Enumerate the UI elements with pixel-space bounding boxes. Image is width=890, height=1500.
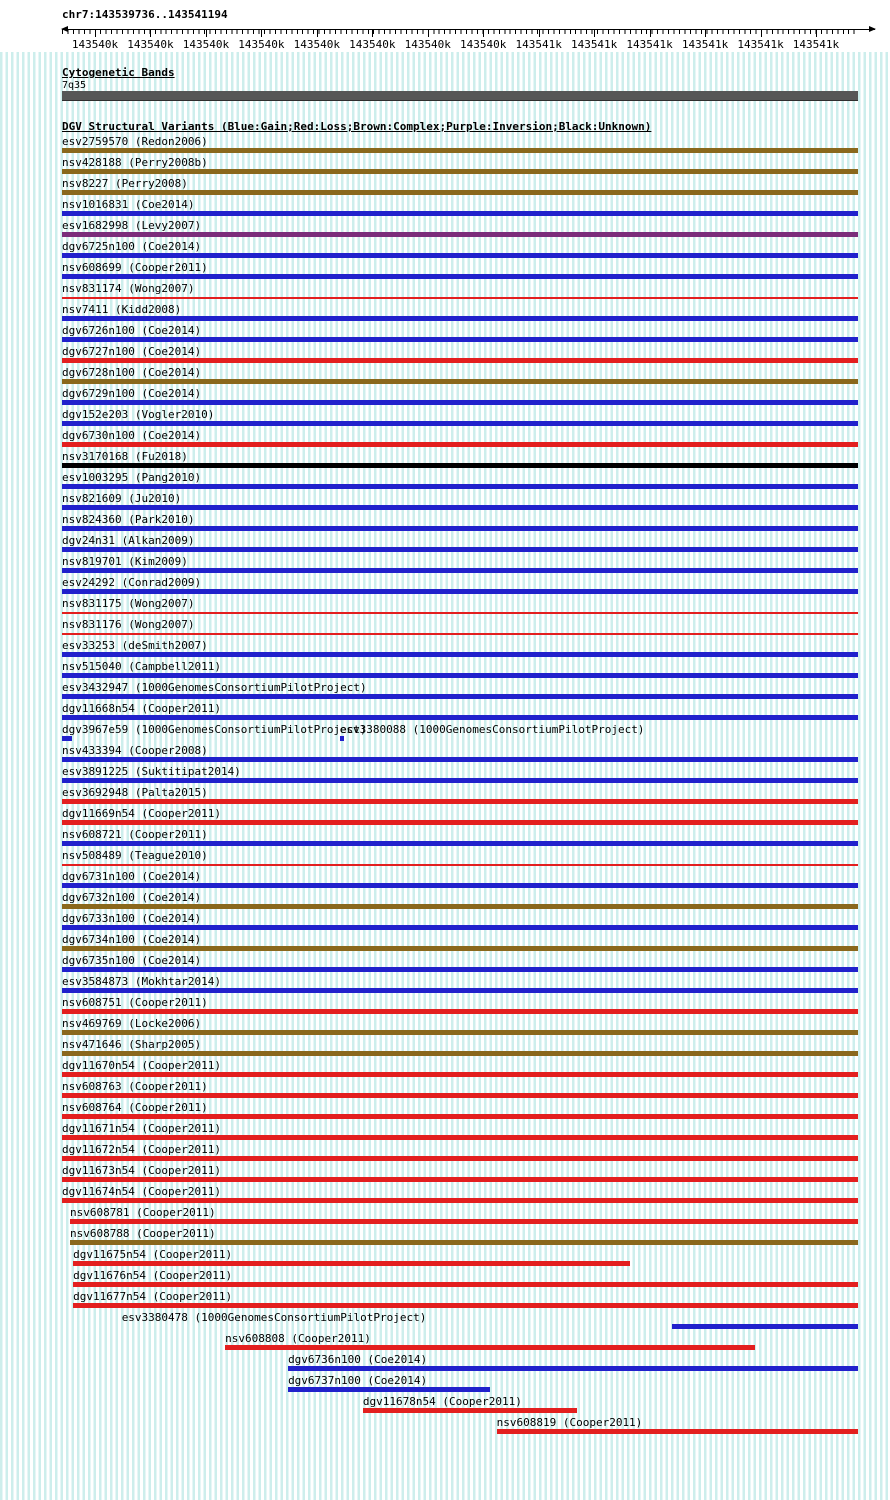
variant-label: esv2759570 (Redon2006) bbox=[62, 135, 208, 148]
variant-label: dgv152e203 (Vogler2010) bbox=[62, 408, 215, 421]
variant-label: esv3891225 (Suktitipat2014) bbox=[62, 765, 241, 778]
variant-bar-loss[interactable] bbox=[62, 442, 858, 447]
variant-bar-loss[interactable] bbox=[73, 1303, 858, 1308]
tick-label: 143541k bbox=[515, 38, 562, 51]
variant-bar-loss[interactable] bbox=[62, 820, 858, 825]
variant-row bbox=[62, 1249, 858, 1270]
variant-row bbox=[62, 1228, 858, 1249]
variant-label: dgv6736n100 (Coe2014) bbox=[288, 1353, 428, 1366]
variant-label: nsv1016831 (Coe2014) bbox=[62, 198, 195, 211]
variant-row bbox=[62, 1270, 858, 1291]
tick-label: 143541k bbox=[681, 38, 729, 51]
variant-bar-complex[interactable] bbox=[62, 148, 858, 153]
variant-bar-loss[interactable] bbox=[62, 1198, 858, 1203]
variant-row bbox=[62, 640, 858, 661]
tick-label: 143540k bbox=[404, 38, 451, 51]
variant-row bbox=[62, 1312, 858, 1333]
variant-label: nsv824360 (Park2010) bbox=[62, 513, 195, 526]
variant-bar-gain[interactable] bbox=[62, 589, 858, 594]
variant-bar-complex[interactable] bbox=[62, 904, 858, 909]
variant-label: nsv3170168 (Fu2018) bbox=[62, 450, 188, 463]
variant-bar-gain[interactable] bbox=[62, 526, 858, 531]
variant-label: dgv11673n54 (Cooper2011) bbox=[62, 1164, 221, 1177]
variant-label: nsv819701 (Kim2009) bbox=[62, 555, 188, 568]
variant-bar-inversion[interactable] bbox=[62, 232, 858, 237]
variant-row bbox=[62, 787, 858, 808]
major-tick bbox=[150, 30, 151, 37]
variant-label: nsv831174 (Wong2007) bbox=[62, 282, 195, 295]
tick-label: 143540k bbox=[71, 38, 119, 51]
variant-row bbox=[62, 934, 858, 955]
variant-row bbox=[62, 178, 858, 199]
variant-bar-gain[interactable] bbox=[62, 337, 858, 342]
variant-row bbox=[62, 241, 858, 262]
variant-label: nsv831176 (Wong2007) bbox=[62, 618, 195, 631]
variant-bar-gain[interactable] bbox=[62, 421, 858, 426]
major-tick bbox=[483, 30, 484, 37]
variant-bar-loss[interactable] bbox=[62, 1114, 858, 1119]
variant-row bbox=[62, 262, 858, 283]
variant-row bbox=[62, 220, 858, 241]
dgv-variant-rows bbox=[62, 136, 858, 1438]
variant-row bbox=[62, 1039, 858, 1060]
variant-row bbox=[62, 1060, 858, 1081]
minor-ticks bbox=[62, 30, 858, 34]
major-tick bbox=[317, 30, 318, 37]
variant-row bbox=[62, 1207, 858, 1228]
variant-label: esv3692948 (Palta2015) bbox=[62, 786, 208, 799]
variant-row bbox=[62, 157, 858, 178]
variant-bar-loss[interactable] bbox=[62, 358, 858, 363]
variant-label: dgv6730n100 (Coe2014) bbox=[62, 429, 202, 442]
variant-bar-loss[interactable] bbox=[62, 1135, 858, 1140]
variant-bar-gain[interactable] bbox=[62, 568, 858, 573]
variant-bar-gain[interactable] bbox=[288, 1387, 490, 1392]
variant-label: esv1003295 (Pang2010) bbox=[62, 471, 202, 484]
variant-label: dgv11672n54 (Cooper2011) bbox=[62, 1143, 221, 1156]
variant-label: dgv6727n100 (Coe2014) bbox=[62, 345, 202, 358]
variant-label: dgv6725n100 (Coe2014) bbox=[62, 240, 202, 253]
variant-bar-loss[interactable] bbox=[62, 1072, 858, 1077]
variant-bar-gain[interactable] bbox=[62, 400, 858, 405]
tick-label: 143540k bbox=[460, 38, 507, 51]
variant-bar-loss[interactable] bbox=[497, 1429, 858, 1434]
variant-bar-gain[interactable] bbox=[672, 1324, 858, 1329]
variant-bar-gain[interactable] bbox=[62, 547, 858, 552]
variant-label: nsv831175 (Wong2007) bbox=[62, 597, 195, 610]
variant-row bbox=[62, 388, 858, 409]
variant-row bbox=[62, 598, 858, 619]
variant-row bbox=[62, 913, 858, 934]
variant-label: esv33253 (deSmith2007) bbox=[62, 639, 208, 652]
variant-row bbox=[62, 325, 858, 346]
variant-label: dgv11677n54 (Cooper2011) bbox=[73, 1290, 233, 1303]
variant-label: nsv608764 (Cooper2011) bbox=[62, 1101, 208, 1114]
variant-bar-loss[interactable] bbox=[62, 1156, 858, 1161]
variant-label: dgv24n31 (Alkan2009) bbox=[62, 534, 195, 547]
variant-label: nsv608721 (Cooper2011) bbox=[62, 828, 208, 841]
variant-row bbox=[62, 1144, 858, 1165]
variant-label: nsv608819 (Cooper2011) bbox=[496, 1416, 643, 1429]
variant-label: dgv6726n100 (Coe2014) bbox=[62, 324, 202, 337]
variant-bar-loss[interactable] bbox=[62, 864, 858, 866]
variant-bar-loss[interactable] bbox=[62, 1177, 858, 1182]
variant-bar-complex[interactable] bbox=[62, 946, 858, 951]
variant-label: dgv6737n100 (Coe2014) bbox=[288, 1374, 428, 1387]
tick-label: 143540k bbox=[349, 38, 396, 51]
variant-row bbox=[62, 976, 858, 997]
variant-row bbox=[62, 1102, 858, 1123]
ruler bbox=[62, 29, 875, 53]
variant-bar-gain[interactable] bbox=[62, 484, 858, 489]
variant-label: nsv608808 (Cooper2011) bbox=[225, 1332, 371, 1345]
variant-row bbox=[62, 1375, 858, 1396]
variant-row bbox=[62, 577, 858, 598]
variant-bar-loss[interactable] bbox=[62, 799, 858, 804]
tick-label: 143540k bbox=[238, 38, 285, 51]
major-tick bbox=[539, 30, 540, 37]
variant-row bbox=[62, 829, 858, 850]
variant-row bbox=[62, 808, 858, 829]
variant-row bbox=[62, 1333, 858, 1354]
variant-row bbox=[62, 766, 858, 787]
variant-label: nsv8227 (Perry2008) bbox=[62, 177, 188, 190]
variant-bar-gain[interactable] bbox=[62, 652, 858, 657]
variant-label: dgv6733n100 (Coe2014) bbox=[62, 912, 202, 925]
variant-label: nsv471646 (Sharp2005) bbox=[62, 1038, 202, 1051]
variant-row bbox=[62, 871, 858, 892]
variant-label: dgv11671n54 (Cooper2011) bbox=[62, 1122, 221, 1135]
variant-row bbox=[62, 493, 858, 514]
variant-row bbox=[62, 472, 858, 493]
variant-row bbox=[62, 682, 858, 703]
major-tick bbox=[594, 30, 595, 37]
variant-row bbox=[62, 1291, 858, 1312]
variant-label: nsv469769 (Locke2006) bbox=[62, 1017, 202, 1030]
variant-row bbox=[62, 514, 858, 535]
variant-row bbox=[62, 283, 858, 304]
tick-label: 143540k bbox=[127, 38, 174, 51]
variant-bar-loss[interactable] bbox=[62, 612, 858, 614]
variant-bar-gain[interactable] bbox=[62, 694, 858, 699]
variant-label: nsv515040 (Campbell2011) bbox=[62, 660, 221, 673]
variant-row bbox=[62, 535, 858, 556]
ruler-left-arrow-icon bbox=[61, 26, 68, 32]
variant-label: nsv821609 (Ju2010) bbox=[62, 492, 182, 505]
region-label: chr7:143539736..143541194 bbox=[62, 8, 228, 21]
variant-label: nsv608751 (Cooper2011) bbox=[62, 996, 208, 1009]
variant-row bbox=[62, 1123, 858, 1144]
variant-bar-complex[interactable] bbox=[62, 1030, 858, 1035]
dgv-track-title[interactable]: DGV Structural Variants (Blue:Gain;Red:Loss;Brown:Complex;Purple:Inversion;Black:Unknown) bbox=[62, 120, 652, 133]
variant-bar-loss[interactable] bbox=[70, 1219, 858, 1224]
variant-label: esv24292 (Conrad2009) bbox=[62, 576, 202, 589]
variant-label: dgv11675n54 (Cooper2011) bbox=[73, 1248, 233, 1261]
cytoband-bar[interactable] bbox=[62, 91, 858, 101]
major-tick bbox=[816, 30, 817, 37]
variant-label: esv1682998 (Levy2007) bbox=[62, 219, 202, 232]
variant-label: nsv608699 (Cooper2011) bbox=[62, 261, 208, 274]
variant-label: nsv428188 (Perry2008b) bbox=[62, 156, 208, 169]
variant-bar-gain[interactable] bbox=[62, 211, 858, 216]
variant-row bbox=[62, 451, 858, 472]
variant-row bbox=[62, 1081, 858, 1102]
variant-bar-gain[interactable] bbox=[62, 757, 858, 762]
major-tick bbox=[761, 30, 762, 37]
variant-label: nsv608788 (Cooper2011) bbox=[69, 1227, 216, 1240]
variant-bar-gain[interactable] bbox=[62, 988, 858, 993]
variant-row bbox=[62, 556, 858, 577]
major-tick bbox=[261, 30, 262, 37]
variant-label: dgv6734n100 (Coe2014) bbox=[62, 933, 202, 946]
variant-row bbox=[62, 1186, 858, 1207]
variant-row bbox=[62, 997, 858, 1018]
variant-bar-complex[interactable] bbox=[70, 1240, 858, 1245]
variant-row bbox=[62, 1354, 858, 1375]
variant-row bbox=[62, 892, 858, 913]
variant-bar-gain[interactable] bbox=[62, 967, 858, 972]
major-tick bbox=[372, 30, 373, 37]
variant-bar-gain[interactable] bbox=[62, 841, 858, 846]
variant-label: esv3380088 (1000GenomesConsortiumPilotProject) bbox=[339, 723, 645, 736]
variant-bar-loss[interactable] bbox=[73, 1282, 858, 1287]
variant-bar-complex[interactable] bbox=[62, 169, 858, 174]
variant-bar-loss[interactable] bbox=[225, 1345, 755, 1350]
cytoband-track-title[interactable]: Cytogenetic Bands bbox=[62, 66, 175, 79]
variant-row bbox=[62, 850, 858, 871]
major-tick bbox=[705, 30, 706, 37]
variant-row bbox=[62, 619, 858, 640]
tick-label: 143541k bbox=[626, 38, 673, 51]
variant-bar-loss[interactable] bbox=[73, 1261, 630, 1266]
tick-label: 143541k bbox=[570, 38, 618, 51]
variant-row bbox=[62, 703, 858, 724]
tick-label: 143541k bbox=[737, 38, 784, 51]
variant-row bbox=[62, 430, 858, 451]
variant-label: dgv6731n100 (Coe2014) bbox=[62, 870, 202, 883]
cytoband-name: 7q35 bbox=[62, 80, 87, 91]
variant-label: nsv7411 (Kidd2008) bbox=[62, 303, 182, 316]
variant-label: esv3584873 (Mokhtar2014) bbox=[62, 975, 221, 988]
variant-row bbox=[62, 367, 858, 388]
variant-label: dgv3967e59 (1000GenomesConsortiumPilotProject) bbox=[62, 723, 367, 736]
variant-row bbox=[62, 199, 858, 220]
variant-bar-complex[interactable] bbox=[62, 379, 858, 384]
variant-label: dgv6735n100 (Coe2014) bbox=[62, 954, 202, 967]
variant-bar-loss[interactable] bbox=[363, 1408, 577, 1413]
variant-label: nsv608781 (Cooper2011) bbox=[69, 1206, 216, 1219]
tick-label: 143540k bbox=[293, 38, 341, 51]
variant-row bbox=[62, 1018, 858, 1039]
variant-bar-complex[interactable] bbox=[62, 190, 858, 195]
variant-label: dgv6732n100 (Coe2014) bbox=[62, 891, 202, 904]
variant-label: nsv433394 (Cooper2008) bbox=[62, 744, 208, 757]
variant-bar-gain[interactable] bbox=[340, 736, 344, 741]
variant-label: dgv11669n54 (Cooper2011) bbox=[62, 807, 221, 820]
variant-bar-gain[interactable] bbox=[62, 715, 858, 720]
variant-label: dgv11674n54 (Cooper2011) bbox=[62, 1185, 221, 1198]
variant-bar-loss[interactable] bbox=[62, 1009, 858, 1014]
variant-bar-gain[interactable] bbox=[62, 778, 858, 783]
variant-row bbox=[62, 136, 858, 157]
variant-label: nsv608763 (Cooper2011) bbox=[62, 1080, 208, 1093]
variant-label: nsv508489 (Teague2010) bbox=[62, 849, 208, 862]
variant-label: dgv11670n54 (Cooper2011) bbox=[62, 1059, 221, 1072]
major-tick bbox=[428, 30, 429, 37]
variant-bar-gain[interactable] bbox=[62, 274, 858, 279]
variant-row bbox=[62, 955, 858, 976]
variant-label: dgv6728n100 (Coe2014) bbox=[62, 366, 202, 379]
variant-row bbox=[62, 745, 858, 766]
variant-label: esv3432947 (1000GenomesConsortiumPilotProject) bbox=[62, 681, 367, 694]
variant-bar-loss[interactable] bbox=[62, 1093, 858, 1098]
ruler-right-arrow-icon bbox=[869, 26, 876, 32]
variant-bar-gain[interactable] bbox=[288, 1366, 858, 1371]
variant-label: dgv6729n100 (Coe2014) bbox=[62, 387, 202, 400]
variant-label: dgv11668n54 (Cooper2011) bbox=[62, 702, 221, 715]
variant-bar-gain[interactable] bbox=[62, 316, 858, 321]
variant-label: dgv11678n54 (Cooper2011) bbox=[362, 1395, 522, 1408]
variant-label: dgv11676n54 (Cooper2011) bbox=[73, 1269, 233, 1282]
major-tick bbox=[206, 30, 207, 37]
variant-row bbox=[62, 1396, 858, 1417]
tick-label: 143540k bbox=[182, 38, 230, 51]
variant-bar-gain[interactable] bbox=[62, 925, 858, 930]
variant-row bbox=[62, 346, 858, 367]
variant-bar-gain[interactable] bbox=[62, 253, 858, 258]
variant-bar-unknown[interactable] bbox=[62, 463, 858, 468]
variant-bar-gain[interactable] bbox=[62, 883, 858, 888]
variant-label: esv3380478 (1000GenomesConsortiumPilotProject) bbox=[121, 1311, 427, 1324]
variant-row bbox=[62, 1417, 858, 1438]
variant-bar-gain[interactable] bbox=[62, 673, 858, 678]
major-tick bbox=[95, 30, 96, 37]
major-tick bbox=[650, 30, 651, 37]
variant-row bbox=[62, 724, 858, 745]
variant-bar-gain[interactable] bbox=[62, 505, 858, 510]
variant-row bbox=[62, 661, 858, 682]
variant-bar-complex[interactable] bbox=[62, 1051, 858, 1056]
variant-bar-loss[interactable] bbox=[62, 297, 858, 299]
variant-row bbox=[62, 1165, 858, 1186]
variant-bar-loss[interactable] bbox=[62, 633, 858, 635]
variant-row bbox=[62, 304, 858, 325]
tick-label: 143541k bbox=[792, 38, 840, 51]
variant-row bbox=[62, 409, 858, 430]
variant-bar-gain[interactable] bbox=[62, 736, 72, 741]
